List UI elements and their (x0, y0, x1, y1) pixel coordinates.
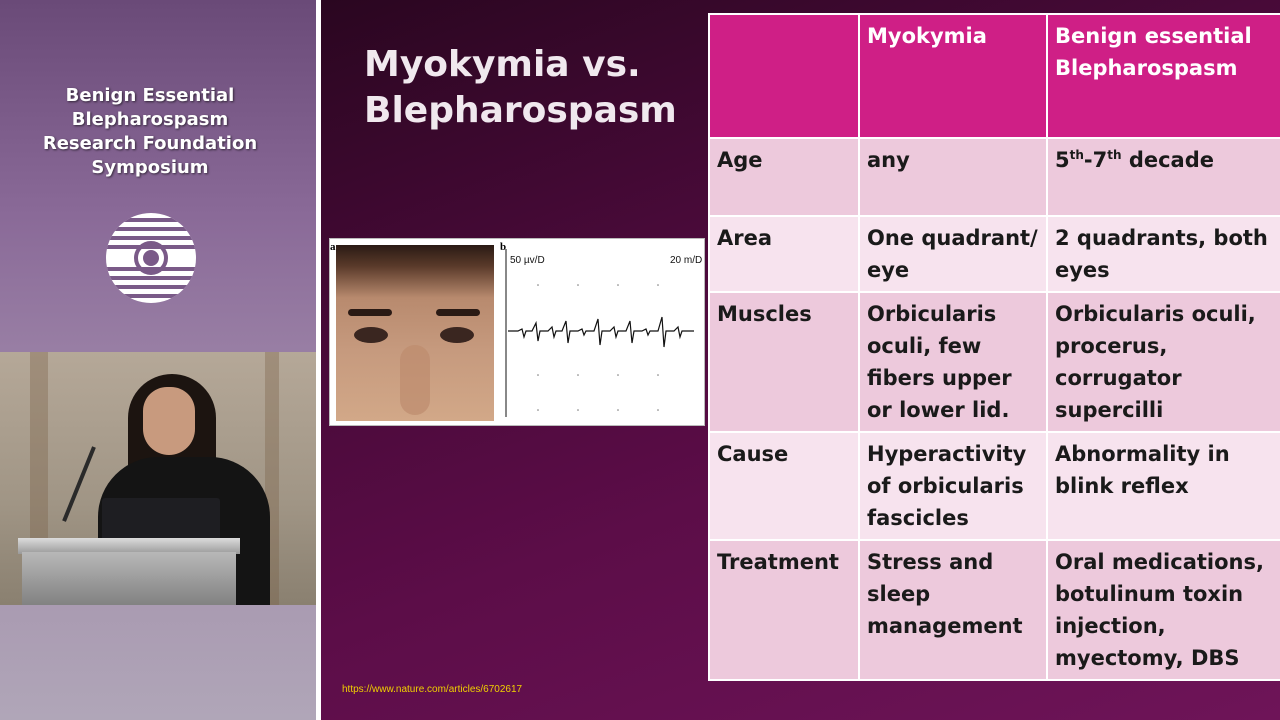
row-label: Age (709, 138, 859, 216)
myokymia-figure (329, 238, 705, 426)
row-label: Cause (709, 432, 859, 540)
microphone (62, 446, 96, 522)
ordinal-suffix: th (1069, 148, 1084, 162)
speaker-face (143, 387, 195, 455)
figure-panel-b-label: b (500, 241, 507, 253)
emg-trace (498, 245, 698, 421)
comparison-table (708, 13, 1280, 681)
header-empty-cell (709, 14, 859, 138)
presentation-slide (321, 0, 1280, 720)
emg-scale-amplitude: 50 µv/D (510, 255, 545, 266)
blepharospasm-cell: Abnormality in blink reflex (1047, 432, 1280, 540)
header-blepharospasm: Benign essential Blepharospasm (1047, 14, 1280, 138)
myokymia-cell: any (859, 138, 1047, 216)
myokymia-cell: Stress and sleep management (859, 540, 1047, 680)
table-row-age (709, 138, 1280, 216)
slide-title-line: Blepharospasm (364, 90, 677, 131)
myokymia-cell: One quadrant/ eye (859, 216, 1047, 292)
age-prefix: 5 (1055, 148, 1070, 172)
table-row-cause (709, 432, 1280, 540)
foundation-logo (105, 212, 197, 304)
figure-panel-a-label: a (330, 241, 336, 253)
table-row-muscles (709, 292, 1280, 432)
slide-title-line: Myokymia vs. (364, 44, 641, 85)
organization-title (0, 84, 300, 180)
blepharospasm-cell: 2 quadrants, both eyes (1047, 216, 1280, 292)
table-row-treatment (709, 540, 1280, 680)
org-title-line: Benign Essential (65, 85, 235, 106)
blepharospasm-cell (1047, 138, 1280, 216)
org-title-line: Research Foundation (42, 133, 258, 154)
table-row-area (709, 216, 1280, 292)
org-title-line: Symposium (91, 157, 209, 178)
row-label: Muscles (709, 292, 859, 432)
patient-eye-photo (336, 245, 494, 421)
row-label: Treatment (709, 540, 859, 680)
age-range-end: -7 (1083, 148, 1108, 172)
table-header-row (709, 14, 1280, 138)
podium (22, 552, 236, 605)
blepharospasm-cell: Oral medications, botulinum toxin injection, myectomy, DBS (1047, 540, 1280, 680)
slide-title (364, 42, 677, 134)
myokymia-cell: Hyperactivity of orbicularis fascicles (859, 432, 1047, 540)
ordinal-suffix: th (1107, 148, 1122, 162)
row-label: Area (709, 216, 859, 292)
blepharospasm-cell: Orbicularis oculi, procerus, corrugator supercilli (1047, 292, 1280, 432)
age-unit: decade (1121, 148, 1214, 172)
conference-sidebar (0, 0, 316, 720)
emg-scale-time: 20 m/D (670, 255, 703, 266)
org-title-line: Blepharospasm (71, 109, 229, 130)
header-myokymia: Myokymia (859, 14, 1047, 138)
reference-link[interactable]: https://www.nature.com/articles/6702617 (342, 684, 523, 695)
speaker-video (0, 352, 316, 605)
myokymia-cell: Orbicularis oculi, few fibers upper or lower lid. (859, 292, 1047, 432)
